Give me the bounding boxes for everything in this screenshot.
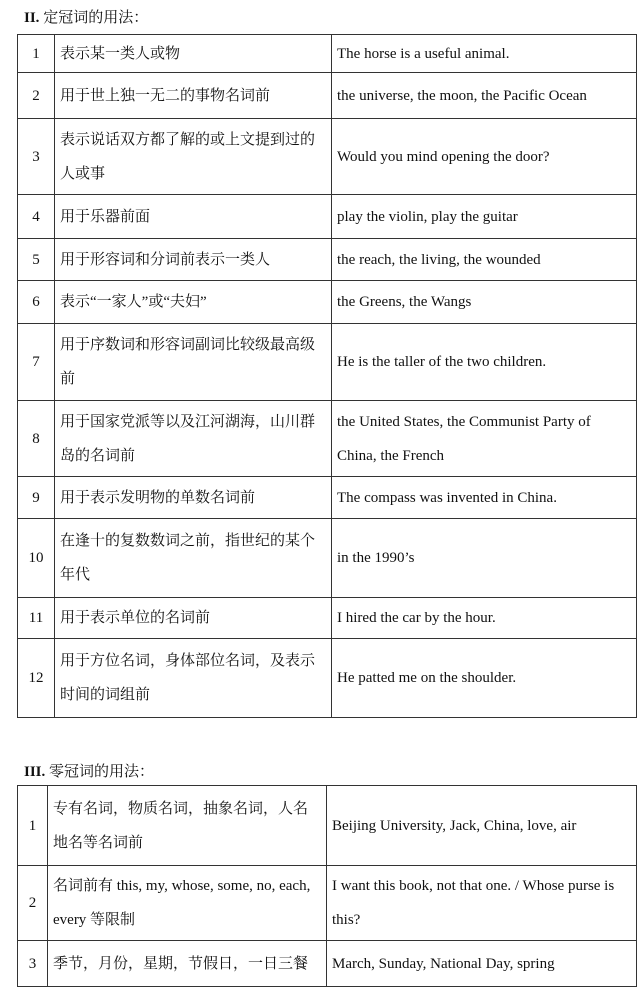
row-number: 12 xyxy=(18,639,55,718)
table-row xyxy=(18,519,637,598)
usage-description: 用于方位名词，身体部位名词，及表示时间的词组前 xyxy=(55,639,332,718)
table-row xyxy=(18,35,637,73)
example: He is the taller of the two children. xyxy=(332,324,637,401)
table-row xyxy=(18,281,637,324)
example: the United States, the Communist Party of China, the French xyxy=(332,401,637,477)
zero-article-table xyxy=(17,785,637,987)
table-row xyxy=(18,477,637,519)
section-title: 零冠词的用法： xyxy=(49,764,155,780)
row-number: 9 xyxy=(18,477,55,519)
usage-description: 季节，月份，星期，节假日，一日三餐 xyxy=(48,941,327,987)
usage-description: 名词前有 this, my, whose, some, no, each, every 等限制 xyxy=(48,866,327,941)
row-number: 7 xyxy=(18,324,55,401)
table-row xyxy=(18,239,637,281)
row-number: 6 xyxy=(18,281,55,324)
row-number: 1 xyxy=(18,786,48,866)
example: in the 1990’s xyxy=(332,519,637,598)
example: I hired the car by the hour. xyxy=(332,598,637,639)
usage-description: 用于表示单位的名词前 xyxy=(55,598,332,639)
table-row xyxy=(18,73,637,119)
section-title: 定冠词的用法： xyxy=(43,10,149,26)
usage-description: 用于乐器前面 xyxy=(55,195,332,239)
table-row xyxy=(18,598,637,639)
example: I want this book, not that one. / Whose purse is this? xyxy=(327,866,637,941)
table-row xyxy=(18,941,637,987)
row-number: 3 xyxy=(18,941,48,987)
usage-description: 在逢十的复数数词之前，指世纪的某个年代 xyxy=(55,519,332,598)
usage-description: 表示“一家人”或“夫妇” xyxy=(55,281,332,324)
usage-description: 用于形容词和分词前表示一类人 xyxy=(55,239,332,281)
usage-description: 专有名词，物质名词，抽象名词，人名地名等名词前 xyxy=(48,786,327,866)
example: Beijing University, Jack, China, love, air xyxy=(327,786,637,866)
example: He patted me on the shoulder. xyxy=(332,639,637,718)
section-2-heading xyxy=(24,6,148,27)
row-number: 1 xyxy=(18,35,55,73)
example: the reach, the living, the wounded xyxy=(332,239,637,281)
example: The horse is a useful animal. xyxy=(332,35,637,73)
row-number: 8 xyxy=(18,401,55,477)
row-number: 10 xyxy=(18,519,55,598)
table-row xyxy=(18,401,637,477)
example: the Greens, the Wangs xyxy=(332,281,637,324)
table-row xyxy=(18,639,637,718)
example: March, Sunday, National Day, spring xyxy=(327,941,637,987)
usage-description: 用于表示发明物的单数名词前 xyxy=(55,477,332,519)
row-number: 11 xyxy=(18,598,55,639)
section-number: III. xyxy=(24,764,46,780)
row-number: 3 xyxy=(18,119,55,195)
row-number: 4 xyxy=(18,195,55,239)
usage-description: 用于国家党派等以及江河湖海，山川群岛的名词前 xyxy=(55,401,332,477)
table-row xyxy=(18,195,637,239)
usage-description: 用于序数词和形容词副词比较级最高级前 xyxy=(55,324,332,401)
row-number: 2 xyxy=(18,73,55,119)
definite-article-table xyxy=(17,34,637,718)
usage-description: 表示说话双方都了解的或上文提到过的人或事 xyxy=(55,119,332,195)
row-number: 2 xyxy=(18,866,48,941)
table-row xyxy=(18,866,637,941)
example: Would you mind opening the door? xyxy=(332,119,637,195)
table-row xyxy=(18,786,637,866)
example: the universe, the moon, the Pacific Ocean xyxy=(332,73,637,119)
table-row xyxy=(18,119,637,195)
section-3-heading xyxy=(24,760,154,781)
example: play the violin, play the guitar xyxy=(332,195,637,239)
table-row xyxy=(18,324,637,401)
usage-description: 表示某一类人或物 xyxy=(55,35,332,73)
usage-description: 用于世上独一无二的事物名词前 xyxy=(55,73,332,119)
section-number: II. xyxy=(24,10,40,26)
example: The compass was invented in China. xyxy=(332,477,637,519)
row-number: 5 xyxy=(18,239,55,281)
